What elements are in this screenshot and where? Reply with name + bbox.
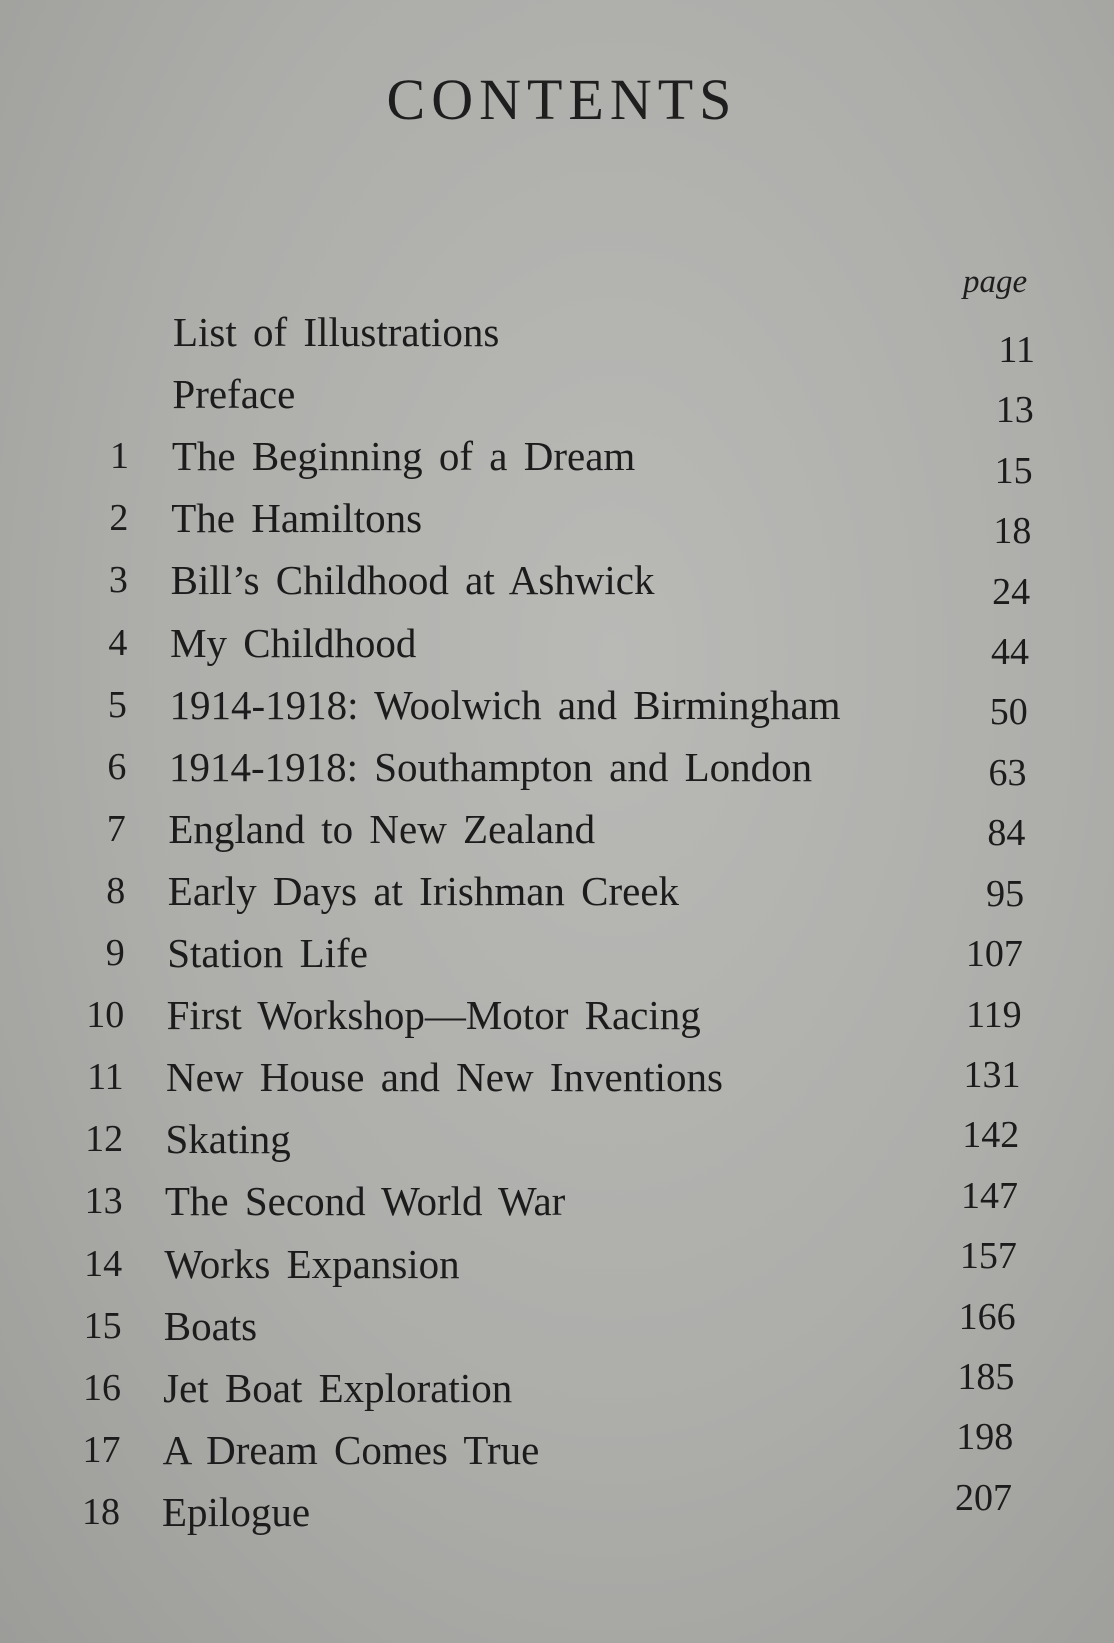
toc-entry [0,866,1114,916]
toc-entry [0,618,1114,674]
chapter-number: 12 [85,1118,124,1161]
chapter-page: 157 [959,1235,1017,1278]
chapter-number: 17 [82,1428,121,1471]
toc-entry [0,928,1114,978]
toc-entry [0,990,1114,1040]
chapter-title: Boats [163,1302,258,1349]
chapter-page: 50 [989,691,1028,734]
chapter-page: 207 [955,1476,1012,1519]
chapter-page: 107 [965,933,1023,976]
chapter-title: New House and New Inventions [166,1054,723,1101]
chapter-number: 1 [109,435,129,478]
toc-entry [0,369,1114,432]
chapter-page: 84 [987,812,1026,855]
chapter-number: 14 [84,1242,123,1285]
chapter-number: 13 [84,1180,123,1223]
chapter-page: 147 [961,1174,1019,1217]
toc-entry [0,1356,1114,1413]
chapter-title: My Childhood [170,619,417,666]
chapter-page: 44 [990,631,1029,674]
chapter-number: 18 [82,1490,120,1533]
chapter-title: The Beginning of a Dream [171,433,636,480]
chapter-number: 6 [107,745,127,788]
toc-entry [0,1235,1114,1289]
chapter-title: List of Illustrations [173,309,500,355]
chapter-number: 3 [108,559,128,602]
chapter-title: A Dream Comes True [162,1426,540,1473]
toc-entry [0,307,1114,371]
chapter-title: Jet Boat Exploration [163,1364,513,1411]
chapter-title: 1914-1918: Woolwich and Birmingham [169,681,841,728]
contents-heading: CONTENTS [386,67,738,132]
chapter-number: 15 [83,1304,122,1347]
chapter-title: Skating [165,1116,291,1163]
chapter-page: 63 [988,751,1027,794]
chapter-title: Preface [172,371,296,418]
toc-entry [0,493,1114,553]
chapter-title: Station Life [167,930,368,976]
toc-entry [0,1476,1114,1537]
chapter-number: 9 [105,932,125,974]
chapter-page: 119 [966,993,1022,1036]
chapter-page: 198 [956,1416,1014,1459]
chapter-title: Bill’s Childhood at Ashwick [170,557,655,604]
toc-entry [0,1114,1114,1164]
chapter-page: 185 [957,1356,1015,1399]
chapter-page: 11 [998,329,1035,371]
toc-entry [0,1295,1114,1351]
chapter-page: 18 [993,510,1032,553]
chapter-number: 16 [83,1366,122,1409]
toc-entry [0,1416,1114,1475]
chapter-page: 13 [995,389,1034,432]
chapter-page: 24 [992,570,1031,613]
chapter-page: 15 [994,449,1033,492]
chapter-title: Epilogue [162,1488,311,1535]
toc-entry [0,431,1114,492]
chapter-title: 1914-1918: Southampton and London [168,743,813,790]
chapter-number: 7 [106,807,126,850]
toc-entry [0,680,1114,734]
chapter-title: First Workshop—Motor Racing [166,992,701,1039]
chapter-page: 95 [986,872,1025,915]
page-column-label: page [963,264,1028,300]
chapter-title: Early Days at Irishman Creek [167,867,680,914]
chapter-number: 5 [107,683,127,726]
chapter-title: Works Expansion [164,1240,460,1287]
toc-entry [0,555,1114,613]
chapter-page: 131 [963,1053,1021,1096]
toc-entry [0,1176,1114,1226]
toc-entry [0,1052,1114,1102]
chapter-title: The Second World War [164,1178,566,1225]
toc-entry [0,804,1114,854]
chapter-title: England to New Zealand [168,805,596,852]
chapter-page: 166 [958,1295,1016,1338]
chapter-number: 11 [87,1056,124,1099]
chapter-number: 4 [108,621,128,664]
chapter-number: 10 [86,994,125,1037]
chapter-number: 2 [109,497,129,540]
chapter-number: 8 [106,869,126,912]
toc-entry [0,742,1114,792]
chapter-title: The Hamiltons [171,495,423,542]
chapter-page: 142 [962,1114,1020,1157]
